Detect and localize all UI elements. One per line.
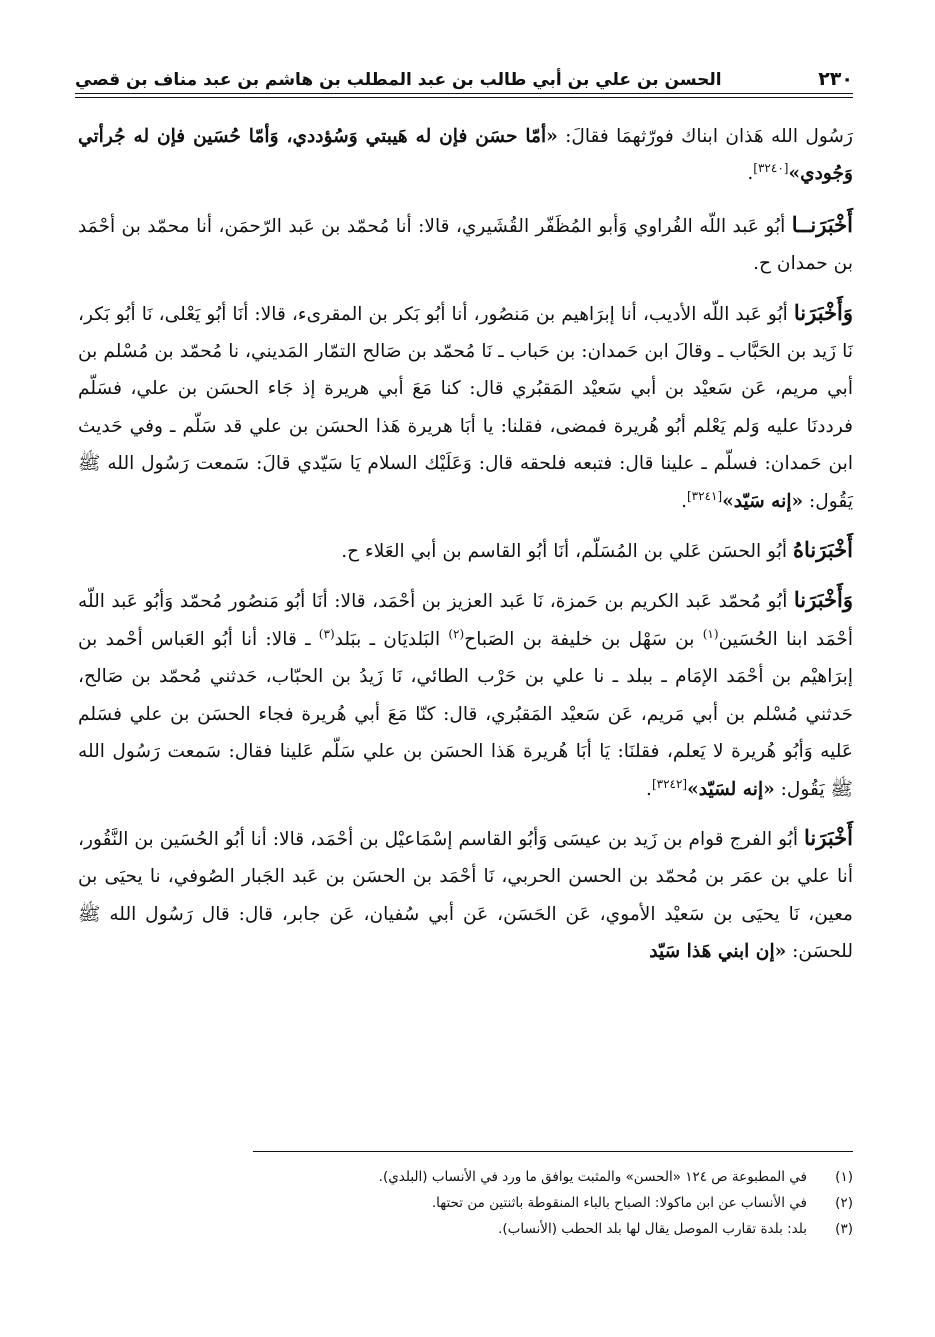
text: أبُو الفرج قوام بن زَيد بن عيسَى وَأبُو القاسم إسْمَاعيْل بن أحْمَد، قالا: أنا أبُو الحُسَين بن النَّقُور، أنا علي بن عمَر بن مُحمّد بن الحسن الحربي، نَا أحْمَد بن الحسَن بن عَبد الجَبار الصُوفي، نا يحيَى بن معين، نَا يحيَى بن سَعيْد الأموي، عَن الحَسَن، عَن أبي سُفيان، عَن جابر، قال: قال رَسُول الله ﷺ للحسَن: <box>78 828 853 963</box>
paragraph-3 <box>78 294 853 520</box>
text: بن سَهْل بن خليفة بن الصَباح <box>464 628 703 650</box>
text: أبُو الحسَن عَلي بن المُسَلّم، أنَا أبُو القاسم بن أبي العَلاء ح. <box>341 541 793 563</box>
text: أبُو مُحمّد عَبد الكريم بن حَمزة، نَا عَبد العزيز بن أحْمَد، قالا: أنَا أبُو مَنصُور مُحمّد وَأبُو عَبد اللّه أحْمَد ابنا الحُسَين <box>78 591 854 650</box>
page-number: ٢٣٠ <box>818 68 853 90</box>
hadith-number: [٣٢٤٠] <box>753 161 789 176</box>
paragraph-2 <box>78 206 853 283</box>
hadith-number: [٣٢٤٢] <box>651 776 688 791</box>
footnotes <box>78 1164 853 1242</box>
header-rule <box>75 93 853 94</box>
footnote-rule <box>253 1151 853 1152</box>
hadith-quote: «أمّا حسَن فإن له هَيبتي وَسُؤددي، وَأمّا حُسَين فإن له جُرأتي وَجُودي» <box>78 126 853 185</box>
header-rule-thin <box>75 97 853 98</box>
footnote-text: في الأنساب عن ابن ماكولا: الصباح بالباء المنقوطة باثنتين من تحتها. <box>431 1195 807 1211</box>
chain-lead-word: أَخْبَرَنــا <box>791 211 853 237</box>
text: . <box>681 490 687 512</box>
footnote-number: (٣) <box>835 1221 853 1237</box>
footnote-1 <box>78 1164 853 1190</box>
paragraph-5 <box>78 581 853 807</box>
hadith-quote: «إن ابني هَذا سَيّد <box>649 941 787 963</box>
text: البَلديَان ـ ببَلد <box>334 628 449 650</box>
running-head-title: الحسن بن علي بن أبي طالب بن عبد المطلب بن هاشم بن عبد مناف بن قصي <box>75 70 722 90</box>
paragraph-1 <box>78 118 853 193</box>
chain-lead-word: وَأَخْبَرَنا <box>793 587 853 613</box>
footnote-ref-2[interactable]: (٢) <box>448 626 465 641</box>
paragraph-4 <box>78 531 853 570</box>
footnote-2 <box>78 1190 853 1216</box>
main-text <box>78 118 853 982</box>
hadith-quote: «إنه سَيّد» <box>722 490 804 512</box>
footnote-ref-3[interactable]: (٣) <box>318 626 335 641</box>
footnote-number: (٢) <box>835 1195 853 1211</box>
footnote-3 <box>78 1216 853 1242</box>
text: ـ قالا: أنا أبُو العَباس أحْمد بن إبرَاهيْم بن أحْمَد الإمَام ـ ببلد ـ نا علي بن حَرْب الطائي، نَا زَيدُ بن الحبّاب، حَدثني مُحمّد بن صَالح، حَدثني مُسْلم بن أبي مَريم، عَن سَعيْد المَقبُري، قال: كنّا مَعَ أبي هُريرة فجاء الحسَن بن علي فسَلم عَليه وَأبُو هُريرة لا يَعلم، فقلنَا: يَا أبَا هُريرة هَذا الحسَن بن علي سَلّم عَلينا فقال: سَمعت رَسُول الله ﷺ يَقُول: <box>78 628 853 800</box>
text: . <box>646 778 652 800</box>
paragraph-6 <box>78 819 853 971</box>
chain-lead-word: أَخْبَرَنا <box>804 824 853 850</box>
text: رَسُول الله هَذان ابناك فورّثهمَا فقالَ: <box>557 126 853 147</box>
chain-lead-word: أَخْبَرَناهُ <box>793 537 853 563</box>
footnote-ref-1[interactable]: (١) <box>702 626 719 641</box>
chain-lead-word: وَأَخْبَرَنا <box>793 299 853 325</box>
running-head <box>75 56 853 90</box>
text: . <box>747 163 754 185</box>
hadith-quote: «إنه لسَيّد» <box>687 778 775 800</box>
footnote-number: (١) <box>835 1169 853 1185</box>
text: أبُو عَبد اللّه الفُراوي وَأبو المُظَفّر القُشَيري، قالا: أنا مُحمّد بن عَبد الرّحمَن، أنا محمّد بن أحْمَد بن حمدان ح. <box>78 215 853 275</box>
text: أبُو عَبد اللّه الأديب، أنا إبرَاهيم بن مَنصُور، أنا أبُو بَكر بن المقرىء، قالا: أنَا أبُو يَعْلى، نَا أبُو بَكر، نَا زَيد بن الحَبَّاب ـ وقالَ ابن حَمدان: بن حَباب ـ نَا مُحمّد بن صَالح التمّار المَديني، نا مُحمّد بن مُسْلم بن أبي مريم، عَن سَعيْد بن أبي سَعيْد المَقبُري قال: كنا مَعَ أبي هريرة إذ جَاء الحسَن بن علي، فسَلّم فرددنَا عليه وَلم يَعْلم أبُو هُريرة فمضى، فقلنا: يا أبَا هريرة هَذا الحسَن بن علي قد سَلّم ـ وفي حَديث ابن حَمدان: فسلّم ـ علينا قال: فتبعه فلحقه قال: وَعَلَيْك السلام يَا سَيّدي قالَ: سَمعت رَسُول الله ﷺ يَقُول: <box>78 303 853 512</box>
footnote-text: في المطبوعة ص ١٢٤ «الحسن» والمثبت يوافق ما ورد في الأنساب (البلدي). <box>378 1169 807 1185</box>
footnote-text: بلد: بلدة تقارب الموصل يقال لها بلد الحطب (الأنساب). <box>498 1221 807 1237</box>
hadith-number: [٣٢٤١] <box>686 488 723 503</box>
